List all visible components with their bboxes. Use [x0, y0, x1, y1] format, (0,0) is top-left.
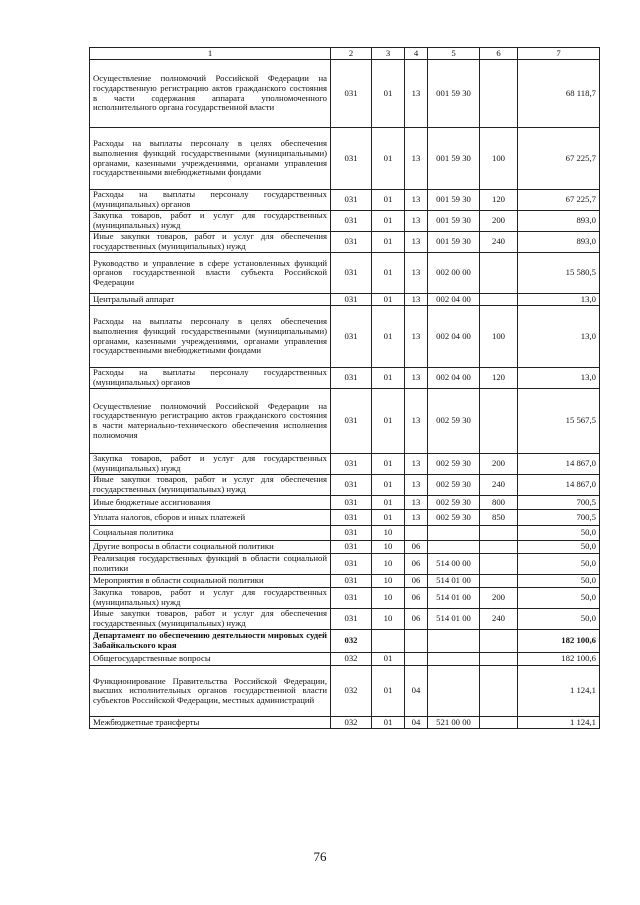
- row-description: Департамент по обеспечению деятельности мировых судей Забайкальского края: [90, 630, 331, 653]
- cell-section: 10: [372, 554, 405, 575]
- cell-amount: 700,5: [518, 496, 600, 510]
- row-description: Иные закупки товаров, работ и услуг для обеспечения государственных (муниципальных) нужд: [90, 475, 331, 496]
- cell-amount: 50,0: [518, 554, 600, 575]
- cell-section: 01: [372, 128, 405, 190]
- cell-section: 01: [372, 389, 405, 454]
- cell-subsection: 06: [405, 541, 428, 554]
- table-row: [90, 475, 600, 496]
- cell-subsection: 04: [405, 666, 428, 717]
- cell-section: 01: [372, 653, 405, 666]
- cell-expense-type: 240: [480, 475, 518, 496]
- cell-section: 01: [372, 190, 405, 211]
- row-description: Социальная политика: [90, 526, 331, 541]
- cell-section: 01: [372, 510, 405, 526]
- table-row: [90, 389, 600, 454]
- row-description: Расходы на выплаты персоналу в целях обеспечения выполнения функций государственными (муниципальными) органами, казенными учреждениями, органами управления государственными внебюджетными фондами: [90, 306, 331, 368]
- table-row: [90, 510, 600, 526]
- cell-section: 01: [372, 294, 405, 306]
- cell-amount: 50,0: [518, 588, 600, 609]
- cell-target-article: 002 59 30: [428, 389, 480, 454]
- cell-section: 01: [372, 253, 405, 294]
- table-row: [90, 526, 600, 541]
- cell-target-article: 002 04 00: [428, 368, 480, 389]
- cell-amount: 13,0: [518, 306, 600, 368]
- cell-target-article: 002 59 30: [428, 510, 480, 526]
- cell-expense-type: 120: [480, 190, 518, 211]
- cell-amount: 50,0: [518, 575, 600, 588]
- cell-subsection: 13: [405, 211, 428, 232]
- row-description: Расходы на выплаты персоналу государственных (муниципальных) органов: [90, 190, 331, 211]
- table-row: [90, 496, 600, 510]
- cell-admin-code: 031: [331, 253, 372, 294]
- cell-admin-code: 031: [331, 554, 372, 575]
- table-row: [90, 232, 600, 253]
- cell-admin-code: 032: [331, 653, 372, 666]
- cell-subsection: 13: [405, 60, 428, 128]
- table-row: [90, 609, 600, 630]
- cell-expense-type: [480, 630, 518, 653]
- cell-admin-code: 031: [331, 588, 372, 609]
- cell-target-article: 002 59 30: [428, 475, 480, 496]
- cell-subsection: 13: [405, 190, 428, 211]
- cell-section: 10: [372, 575, 405, 588]
- table-row: [90, 541, 600, 554]
- cell-expense-type: [480, 653, 518, 666]
- cell-expense-type: [480, 666, 518, 717]
- cell-admin-code: 031: [331, 190, 372, 211]
- cell-section: [372, 630, 405, 653]
- cell-section: 01: [372, 666, 405, 717]
- cell-amount: 1 124,1: [518, 666, 600, 717]
- cell-amount: 182 100,6: [518, 630, 600, 653]
- cell-target-article: 514 01 00: [428, 575, 480, 588]
- cell-expense-type: 200: [480, 211, 518, 232]
- cell-amount: 13,0: [518, 294, 600, 306]
- cell-amount: 13,0: [518, 368, 600, 389]
- cell-expense-type: 240: [480, 232, 518, 253]
- header-cell: 3: [372, 48, 405, 60]
- row-description: Функционирование Правительства Российской Федерации, высших исполнительных органов государственной власти субъектов Российской Федерации, местных администраций: [90, 666, 331, 717]
- table-row: [90, 368, 600, 389]
- cell-admin-code: 031: [331, 575, 372, 588]
- cell-admin-code: 031: [331, 368, 372, 389]
- row-description: Закупка товаров, работ и услуг для государственных (муниципальных) нужд: [90, 454, 331, 475]
- table-row: [90, 60, 600, 128]
- row-description: Другие вопросы в области социальной политики: [90, 541, 331, 554]
- cell-expense-type: 100: [480, 306, 518, 368]
- cell-admin-code: 031: [331, 496, 372, 510]
- cell-section: 01: [372, 475, 405, 496]
- header-cell: 4: [405, 48, 428, 60]
- row-description: Межбюджетные трансферты: [90, 717, 331, 729]
- cell-amount: 700,5: [518, 510, 600, 526]
- cell-target-article: 002 59 30: [428, 496, 480, 510]
- cell-target-article: 002 59 30: [428, 454, 480, 475]
- cell-subsection: 13: [405, 294, 428, 306]
- cell-target-article: [428, 541, 480, 554]
- cell-expense-type: [480, 60, 518, 128]
- row-description: Осуществление полномочий Российской Федерации на государственную регистрацию актов гражданского состояния в части содержания аппарата уполномоченного исполнительного органа государственной власти: [90, 60, 331, 128]
- cell-admin-code: 032: [331, 666, 372, 717]
- cell-amount: 14 867,0: [518, 454, 600, 475]
- header-cell: 2: [331, 48, 372, 60]
- cell-amount: 68 118,7: [518, 60, 600, 128]
- cell-section: 01: [372, 60, 405, 128]
- row-description: Закупка товаров, работ и услуг для государственных (муниципальных) нужд: [90, 211, 331, 232]
- cell-subsection: 06: [405, 575, 428, 588]
- cell-subsection: 04: [405, 717, 428, 729]
- cell-subsection: 13: [405, 475, 428, 496]
- cell-subsection: 13: [405, 368, 428, 389]
- cell-admin-code: 031: [331, 454, 372, 475]
- cell-amount: 50,0: [518, 526, 600, 541]
- cell-subsection: [405, 526, 428, 541]
- cell-subsection: 13: [405, 510, 428, 526]
- cell-amount: 893,0: [518, 211, 600, 232]
- cell-section: 10: [372, 609, 405, 630]
- row-description: Осуществление полномочий Российской Федерации на государственную регистрацию актов гражданского состояния в части материально-технического обеспечения исполнения полномочия: [90, 389, 331, 454]
- cell-subsection: 13: [405, 128, 428, 190]
- row-description: Иные закупки товаров, работ и услуг для обеспечения государственных (муниципальных) нужд: [90, 232, 331, 253]
- cell-expense-type: 120: [480, 368, 518, 389]
- cell-admin-code: 032: [331, 717, 372, 729]
- row-description: Руководство и управление в сфере установленных функций органов государственной власти субъекта Российской Федерации: [90, 253, 331, 294]
- row-description: Закупка товаров, работ и услуг для государственных (муниципальных) нужд: [90, 588, 331, 609]
- table-row: [90, 717, 600, 729]
- cell-admin-code: 031: [331, 232, 372, 253]
- row-description: Мероприятия в области социальной политики: [90, 575, 331, 588]
- cell-section: 10: [372, 526, 405, 541]
- cell-amount: 67 225,7: [518, 128, 600, 190]
- cell-amount: 14 867,0: [518, 475, 600, 496]
- cell-section: 10: [372, 541, 405, 554]
- cell-subsection: 13: [405, 454, 428, 475]
- cell-expense-type: [480, 526, 518, 541]
- cell-amount: 15 580,5: [518, 253, 600, 294]
- table-row: [90, 211, 600, 232]
- row-description: Реализация государственных функций в области социальной политики: [90, 554, 331, 575]
- table-row: [90, 128, 600, 190]
- cell-section: 01: [372, 496, 405, 510]
- row-description: Иные закупки товаров, работ и услуг для обеспечения государственных (муниципальных) нужд: [90, 609, 331, 630]
- cell-target-article: 002 00 00: [428, 253, 480, 294]
- cell-amount: 50,0: [518, 541, 600, 554]
- table-row: [90, 294, 600, 306]
- cell-section: 01: [372, 211, 405, 232]
- cell-expense-type: [480, 253, 518, 294]
- cell-expense-type: [480, 541, 518, 554]
- cell-target-article: 001 59 30: [428, 232, 480, 253]
- cell-section: 10: [372, 588, 405, 609]
- cell-amount: 67 225,7: [518, 190, 600, 211]
- cell-target-article: 002 04 00: [428, 294, 480, 306]
- cell-admin-code: 031: [331, 541, 372, 554]
- cell-expense-type: [480, 389, 518, 454]
- table-row: [90, 653, 600, 666]
- cell-subsection: 13: [405, 253, 428, 294]
- cell-admin-code: 031: [331, 211, 372, 232]
- row-description: Расходы на выплаты персоналу государственных (муниципальных) органов: [90, 368, 331, 389]
- cell-admin-code: 032: [331, 630, 372, 653]
- header-cell: 7: [518, 48, 600, 60]
- cell-amount: 50,0: [518, 609, 600, 630]
- cell-subsection: 13: [405, 232, 428, 253]
- row-description: Уплата налогов, сборов и иных платежей: [90, 510, 331, 526]
- row-description: Расходы на выплаты персоналу в целях обеспечения выполнения функций государственными (муниципальными) органами, казенными учреждениями, органами управления государственными внебюджетными фондами: [90, 128, 331, 190]
- cell-expense-type: [480, 575, 518, 588]
- cell-subsection: [405, 653, 428, 666]
- table-row: [90, 575, 600, 588]
- cell-target-article: 001 59 30: [428, 190, 480, 211]
- cell-admin-code: 031: [331, 475, 372, 496]
- cell-section: 01: [372, 454, 405, 475]
- cell-section: 01: [372, 306, 405, 368]
- cell-subsection: 06: [405, 609, 428, 630]
- table-row: [90, 253, 600, 294]
- cell-admin-code: 031: [331, 510, 372, 526]
- cell-expense-type: 100: [480, 128, 518, 190]
- header-cell: 6: [480, 48, 518, 60]
- table-row: [90, 454, 600, 475]
- table-row: [90, 306, 600, 368]
- cell-admin-code: 031: [331, 526, 372, 541]
- cell-subsection: [405, 630, 428, 653]
- cell-subsection: 06: [405, 554, 428, 575]
- cell-target-article: 521 00 00: [428, 717, 480, 729]
- cell-target-article: 514 01 00: [428, 588, 480, 609]
- page-number: 76: [313, 849, 327, 864]
- row-description: Центральный аппарат: [90, 294, 331, 306]
- cell-subsection: 13: [405, 306, 428, 368]
- cell-expense-type: 800: [480, 496, 518, 510]
- cell-target-article: [428, 526, 480, 541]
- cell-expense-type: [480, 294, 518, 306]
- cell-admin-code: 031: [331, 389, 372, 454]
- row-description: Общегосударственные вопросы: [90, 653, 331, 666]
- cell-admin-code: 031: [331, 609, 372, 630]
- cell-section: 01: [372, 368, 405, 389]
- cell-expense-type: [480, 717, 518, 729]
- cell-subsection: 06: [405, 588, 428, 609]
- row-description: Иные бюджетные ассигнования: [90, 496, 331, 510]
- cell-admin-code: 031: [331, 306, 372, 368]
- cell-target-article: [428, 653, 480, 666]
- cell-target-article: [428, 630, 480, 653]
- cell-target-article: 002 04 00: [428, 306, 480, 368]
- header-cell: 5: [428, 48, 480, 60]
- cell-expense-type: [480, 554, 518, 575]
- cell-expense-type: 200: [480, 588, 518, 609]
- budget-table: [89, 47, 600, 729]
- cell-section: 01: [372, 717, 405, 729]
- cell-amount: 893,0: [518, 232, 600, 253]
- cell-target-article: 001 59 30: [428, 211, 480, 232]
- table-header-row: [90, 48, 600, 60]
- cell-amount: 182 100,6: [518, 653, 600, 666]
- cell-amount: 1 124,1: [518, 717, 600, 729]
- cell-admin-code: 031: [331, 294, 372, 306]
- cell-amount: 15 567,5: [518, 389, 600, 454]
- cell-section: 01: [372, 232, 405, 253]
- cell-target-article: [428, 666, 480, 717]
- table-row: [90, 666, 600, 717]
- cell-target-article: 514 01 00: [428, 609, 480, 630]
- table-row: [90, 630, 600, 653]
- cell-target-article: 001 59 30: [428, 60, 480, 128]
- header-cell: 1: [90, 48, 331, 60]
- table-row: [90, 588, 600, 609]
- cell-admin-code: 031: [331, 60, 372, 128]
- table-row: [90, 554, 600, 575]
- cell-target-article: 001 59 30: [428, 128, 480, 190]
- cell-expense-type: 200: [480, 454, 518, 475]
- table-row: [90, 190, 600, 211]
- cell-subsection: 13: [405, 389, 428, 454]
- cell-admin-code: 031: [331, 128, 372, 190]
- cell-expense-type: 850: [480, 510, 518, 526]
- cell-expense-type: 240: [480, 609, 518, 630]
- cell-target-article: 514 00 00: [428, 554, 480, 575]
- cell-subsection: 13: [405, 496, 428, 510]
